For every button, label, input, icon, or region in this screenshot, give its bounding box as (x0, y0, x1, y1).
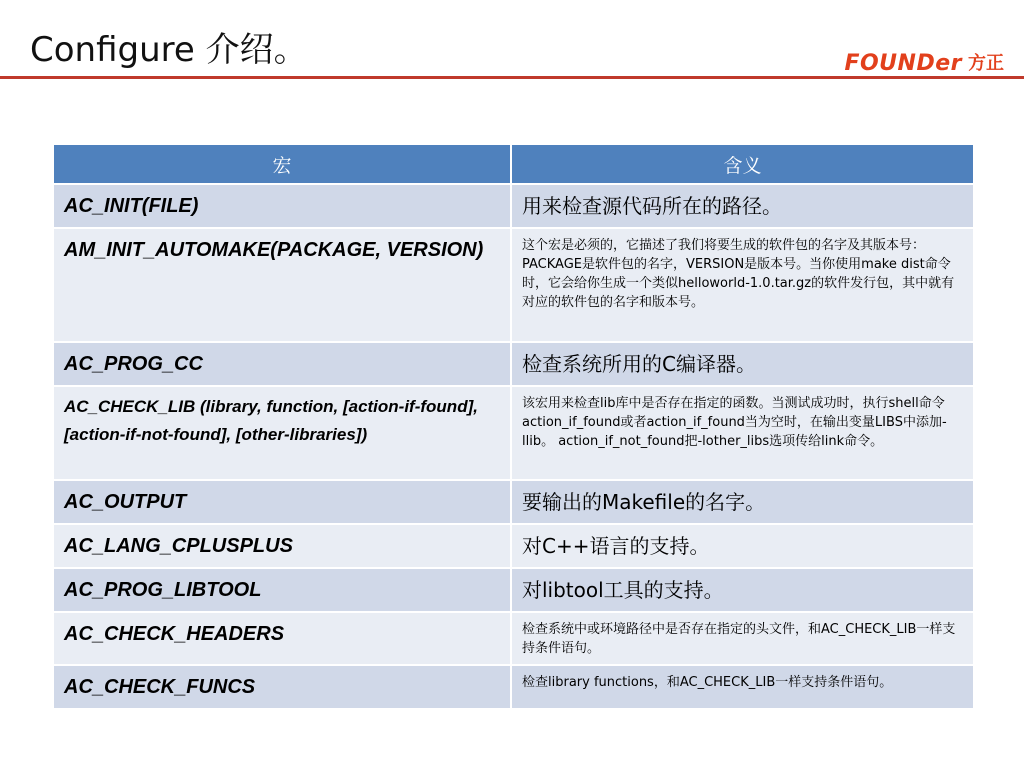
macro-cell: AC_PROG_CC (53, 342, 511, 386)
table-row (53, 612, 974, 665)
logo-chinese: 方正 (968, 53, 1004, 74)
desc-cell: 这个宏是必须的，它描述了我们将要生成的软件包的名字及其版本号：PACKAGE是软件包的名字，VERSION是版本号。当你使用make dist命令时，它会给你生成一个类似helloworld-1.0.tar.gz的软件发行包，其中就有对应的软件包的名字和版本号。 (511, 228, 974, 342)
desc-cell: 检查library functions，和AC_CHECK_LIB一样支持条件语句。 (511, 665, 974, 709)
table-row (53, 665, 974, 709)
macro-cell: AC_INIT(FILE) (53, 184, 511, 228)
logo-wordmark: FOUNDer (844, 51, 962, 76)
table-row (53, 228, 974, 342)
table-row (53, 342, 974, 386)
table-header-row (53, 144, 974, 184)
table-row (53, 524, 974, 568)
title-divider (0, 76, 1024, 79)
table-row (53, 184, 974, 228)
slide-title: Configure 介绍。 (30, 30, 308, 70)
desc-cell: 检查系统所用的C编译器。 (511, 342, 974, 386)
desc-cell: 检查系统中或环境路径中是否存在指定的头文件，和AC_CHECK_LIB一样支持条件语句。 (511, 612, 974, 665)
macro-cell: AC_CHECK_FUNCS (53, 665, 511, 709)
macro-cell: AC_CHECK_HEADERS (53, 612, 511, 665)
macro-table (52, 143, 975, 710)
table-row (53, 480, 974, 524)
header-meaning: 含义 (511, 144, 974, 184)
table-row (53, 568, 974, 612)
desc-cell: 对libtool工具的支持。 (511, 568, 974, 612)
macro-table-container (52, 143, 973, 710)
desc-cell: 用来检查源代码所在的路径。 (511, 184, 974, 228)
desc-cell: 对C++语言的支持。 (511, 524, 974, 568)
macro-cell: AC_PROG_LIBTOOL (53, 568, 511, 612)
macro-cell: AC_CHECK_LIB (library, function, [action-if-found], [action-if-not-found], [other-libraries]) (53, 386, 511, 480)
macro-cell: AC_LANG_CPLUSPLUS (53, 524, 511, 568)
macro-cell: AC_OUTPUT (53, 480, 511, 524)
founder-logo (844, 52, 1004, 76)
header-macro: 宏 (53, 144, 511, 184)
desc-cell: 该宏用来检查lib库中是否存在指定的函数。当测试成功时，执行shell命令action_if_found或者action_if_found当为空时，在输出变量LIBS中添加-llib。 action_if_not_found把-lother_libs选项传给link命令。 (511, 386, 974, 480)
table-row (53, 386, 974, 480)
macro-cell: AM_INIT_AUTOMAKE(PACKAGE, VERSION) (53, 228, 511, 342)
desc-cell: 要输出的Makefile的名字。 (511, 480, 974, 524)
